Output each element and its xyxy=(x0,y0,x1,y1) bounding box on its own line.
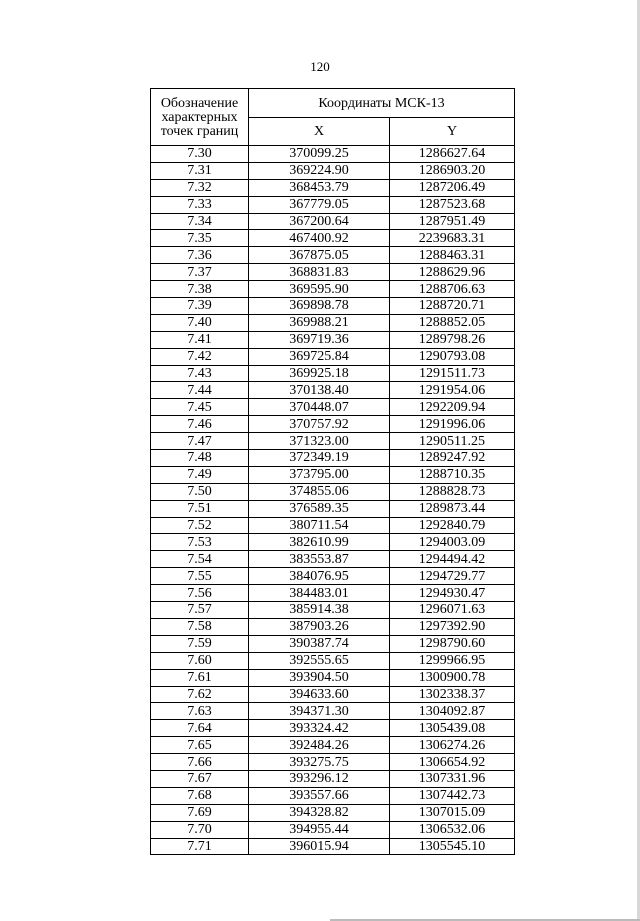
cell-point: 7.70 xyxy=(151,821,249,838)
page-number: 120 xyxy=(310,59,330,74)
header-coordinates: Координаты МСК-13 xyxy=(249,89,515,118)
cell-point: 7.38 xyxy=(151,281,249,298)
cell-y: 1299966.95 xyxy=(390,652,515,669)
cell-point: 7.34 xyxy=(151,213,249,230)
cell-x: 387903.26 xyxy=(249,618,390,635)
cell-y: 1292209.94 xyxy=(390,399,515,416)
cell-point: 7.33 xyxy=(151,196,249,213)
cell-y: 1288852.05 xyxy=(390,314,515,331)
cell-x: 369725.84 xyxy=(249,348,390,365)
table-row xyxy=(151,162,515,179)
table-row xyxy=(151,838,515,855)
cell-x: 376589.35 xyxy=(249,500,390,517)
cell-point: 7.49 xyxy=(151,466,249,483)
cell-y: 1288720.71 xyxy=(390,298,515,315)
table-row xyxy=(151,348,515,365)
cell-x: 371323.00 xyxy=(249,433,390,450)
cell-x: 393275.75 xyxy=(249,754,390,771)
cell-point: 7.47 xyxy=(151,433,249,450)
cell-y: 1289873.44 xyxy=(390,500,515,517)
table-row xyxy=(151,365,515,382)
cell-y: 1288463.31 xyxy=(390,247,515,264)
cell-point: 7.63 xyxy=(151,703,249,720)
table-row xyxy=(151,314,515,331)
cell-y: 1289798.26 xyxy=(390,331,515,348)
table-row xyxy=(151,433,515,450)
cell-x: 367779.05 xyxy=(249,196,390,213)
cell-x: 367875.05 xyxy=(249,247,390,264)
cell-y: 1289247.92 xyxy=(390,450,515,467)
cell-y: 1305439.08 xyxy=(390,720,515,737)
table-row xyxy=(151,298,515,315)
cell-point: 7.54 xyxy=(151,551,249,568)
cell-point: 7.61 xyxy=(151,669,249,686)
cell-y: 1291954.06 xyxy=(390,382,515,399)
cell-x: 393296.12 xyxy=(249,770,390,787)
cell-point: 7.41 xyxy=(151,331,249,348)
cell-x: 369988.21 xyxy=(249,314,390,331)
table-body xyxy=(151,146,515,855)
cell-point: 7.48 xyxy=(151,450,249,467)
cell-point: 7.68 xyxy=(151,787,249,804)
cell-x: 393324.42 xyxy=(249,720,390,737)
cell-y: 1287206.49 xyxy=(390,179,515,196)
cell-x: 369925.18 xyxy=(249,365,390,382)
table-row xyxy=(151,213,515,230)
cell-x: 394633.60 xyxy=(249,686,390,703)
cell-y: 1306654.92 xyxy=(390,754,515,771)
cell-x: 390387.74 xyxy=(249,635,390,652)
cell-x: 384076.95 xyxy=(249,568,390,585)
cell-x: 393904.50 xyxy=(249,669,390,686)
cell-point: 7.32 xyxy=(151,179,249,196)
cell-point: 7.43 xyxy=(151,365,249,382)
cell-x: 383553.87 xyxy=(249,551,390,568)
header-x: X xyxy=(249,118,390,146)
cell-y: 1288710.35 xyxy=(390,466,515,483)
cell-point: 7.51 xyxy=(151,500,249,517)
cell-y: 1294003.09 xyxy=(390,534,515,551)
cell-y: 1294930.47 xyxy=(390,585,515,602)
table-row xyxy=(151,146,515,163)
table-row xyxy=(151,618,515,635)
table-row xyxy=(151,585,515,602)
header-point-designation: Обозначение характерных точек границ xyxy=(151,89,249,146)
cell-x: 380711.54 xyxy=(249,517,390,534)
cell-point: 7.65 xyxy=(151,737,249,754)
cell-x: 373795.00 xyxy=(249,466,390,483)
table-row xyxy=(151,382,515,399)
table-row xyxy=(151,787,515,804)
cell-point: 7.66 xyxy=(151,754,249,771)
cell-x: 370757.92 xyxy=(249,416,390,433)
cell-y: 1287523.68 xyxy=(390,196,515,213)
table-row xyxy=(151,179,515,196)
table-row xyxy=(151,450,515,467)
cell-x: 370099.25 xyxy=(249,146,390,163)
cell-x: 372349.19 xyxy=(249,450,390,467)
table-row xyxy=(151,686,515,703)
cell-point: 7.58 xyxy=(151,618,249,635)
cell-y: 1307442.73 xyxy=(390,787,515,804)
table-row xyxy=(151,720,515,737)
cell-y: 1307331.96 xyxy=(390,770,515,787)
cell-point: 7.62 xyxy=(151,686,249,703)
cell-point: 7.46 xyxy=(151,416,249,433)
table-row xyxy=(151,551,515,568)
table-row xyxy=(151,652,515,669)
table-row xyxy=(151,483,515,500)
cell-y: 1288828.73 xyxy=(390,483,515,500)
table-row xyxy=(151,264,515,281)
cell-y: 1294729.77 xyxy=(390,568,515,585)
coordinates-table xyxy=(150,88,515,855)
table-row xyxy=(151,500,515,517)
table-row xyxy=(151,247,515,264)
cell-x: 374855.06 xyxy=(249,483,390,500)
cell-x: 370138.40 xyxy=(249,382,390,399)
cell-y: 1306274.26 xyxy=(390,737,515,754)
cell-point: 7.31 xyxy=(151,162,249,179)
cell-point: 7.50 xyxy=(151,483,249,500)
cell-point: 7.42 xyxy=(151,348,249,365)
table-row xyxy=(151,517,515,534)
cell-y: 1305545.10 xyxy=(390,838,515,855)
cell-x: 394328.82 xyxy=(249,804,390,821)
cell-y: 1304092.87 xyxy=(390,703,515,720)
table-row xyxy=(151,770,515,787)
cell-y: 1306532.06 xyxy=(390,821,515,838)
cell-point: 7.69 xyxy=(151,804,249,821)
cell-y: 1294494.42 xyxy=(390,551,515,568)
cell-x: 393557.66 xyxy=(249,787,390,804)
cell-y: 2239683.31 xyxy=(390,230,515,247)
table-row xyxy=(151,534,515,551)
table-row xyxy=(151,416,515,433)
cell-point: 7.57 xyxy=(151,602,249,619)
table-header xyxy=(151,89,515,146)
header-y: Y xyxy=(390,118,515,146)
cell-x: 368453.79 xyxy=(249,179,390,196)
cell-point: 7.60 xyxy=(151,652,249,669)
table-row xyxy=(151,196,515,213)
table-row xyxy=(151,804,515,821)
cell-x: 369898.78 xyxy=(249,298,390,315)
table-row xyxy=(151,466,515,483)
cell-x: 394955.44 xyxy=(249,821,390,838)
cell-y: 1286903.20 xyxy=(390,162,515,179)
cell-x: 385914.38 xyxy=(249,602,390,619)
cell-point: 7.30 xyxy=(151,146,249,163)
cell-point: 7.67 xyxy=(151,770,249,787)
cell-y: 1302338.37 xyxy=(390,686,515,703)
cell-x: 392555.65 xyxy=(249,652,390,669)
cell-y: 1291511.73 xyxy=(390,365,515,382)
cell-x: 392484.26 xyxy=(249,737,390,754)
cell-x: 384483.01 xyxy=(249,585,390,602)
cell-x: 467400.92 xyxy=(249,230,390,247)
cell-x: 394371.30 xyxy=(249,703,390,720)
cell-y: 1290793.08 xyxy=(390,348,515,365)
cell-point: 7.64 xyxy=(151,720,249,737)
cell-y: 1297392.90 xyxy=(390,618,515,635)
cell-point: 7.44 xyxy=(151,382,249,399)
table-row xyxy=(151,281,515,298)
cell-point: 7.71 xyxy=(151,838,249,855)
table-row xyxy=(151,230,515,247)
cell-y: 1286627.64 xyxy=(390,146,515,163)
cell-x: 368831.83 xyxy=(249,264,390,281)
cell-x: 369719.36 xyxy=(249,331,390,348)
cell-x: 369224.90 xyxy=(249,162,390,179)
table-row xyxy=(151,754,515,771)
cell-point: 7.52 xyxy=(151,517,249,534)
cell-y: 1288706.63 xyxy=(390,281,515,298)
cell-point: 7.37 xyxy=(151,264,249,281)
cell-y: 1288629.96 xyxy=(390,264,515,281)
cell-point: 7.35 xyxy=(151,230,249,247)
cell-point: 7.40 xyxy=(151,314,249,331)
cell-point: 7.56 xyxy=(151,585,249,602)
cell-y: 1307015.09 xyxy=(390,804,515,821)
cell-y: 1292840.79 xyxy=(390,517,515,534)
cell-point: 7.45 xyxy=(151,399,249,416)
cell-y: 1300900.78 xyxy=(390,669,515,686)
cell-point: 7.53 xyxy=(151,534,249,551)
cell-x: 370448.07 xyxy=(249,399,390,416)
table-row xyxy=(151,635,515,652)
table-row xyxy=(151,399,515,416)
cell-x: 367200.64 xyxy=(249,213,390,230)
cell-y: 1290511.25 xyxy=(390,433,515,450)
cell-x: 396015.94 xyxy=(249,838,390,855)
cell-point: 7.59 xyxy=(151,635,249,652)
cell-point: 7.55 xyxy=(151,568,249,585)
table-row xyxy=(151,703,515,720)
table-row xyxy=(151,602,515,619)
table-row xyxy=(151,669,515,686)
table-row xyxy=(151,821,515,838)
cell-point: 7.39 xyxy=(151,298,249,315)
cell-y: 1298790.60 xyxy=(390,635,515,652)
cell-y: 1296071.63 xyxy=(390,602,515,619)
cell-y: 1291996.06 xyxy=(390,416,515,433)
table-row xyxy=(151,331,515,348)
cell-x: 382610.99 xyxy=(249,534,390,551)
cell-y: 1287951.49 xyxy=(390,213,515,230)
table-row xyxy=(151,568,515,585)
cell-x: 369595.90 xyxy=(249,281,390,298)
table-row xyxy=(151,737,515,754)
cell-point: 7.36 xyxy=(151,247,249,264)
